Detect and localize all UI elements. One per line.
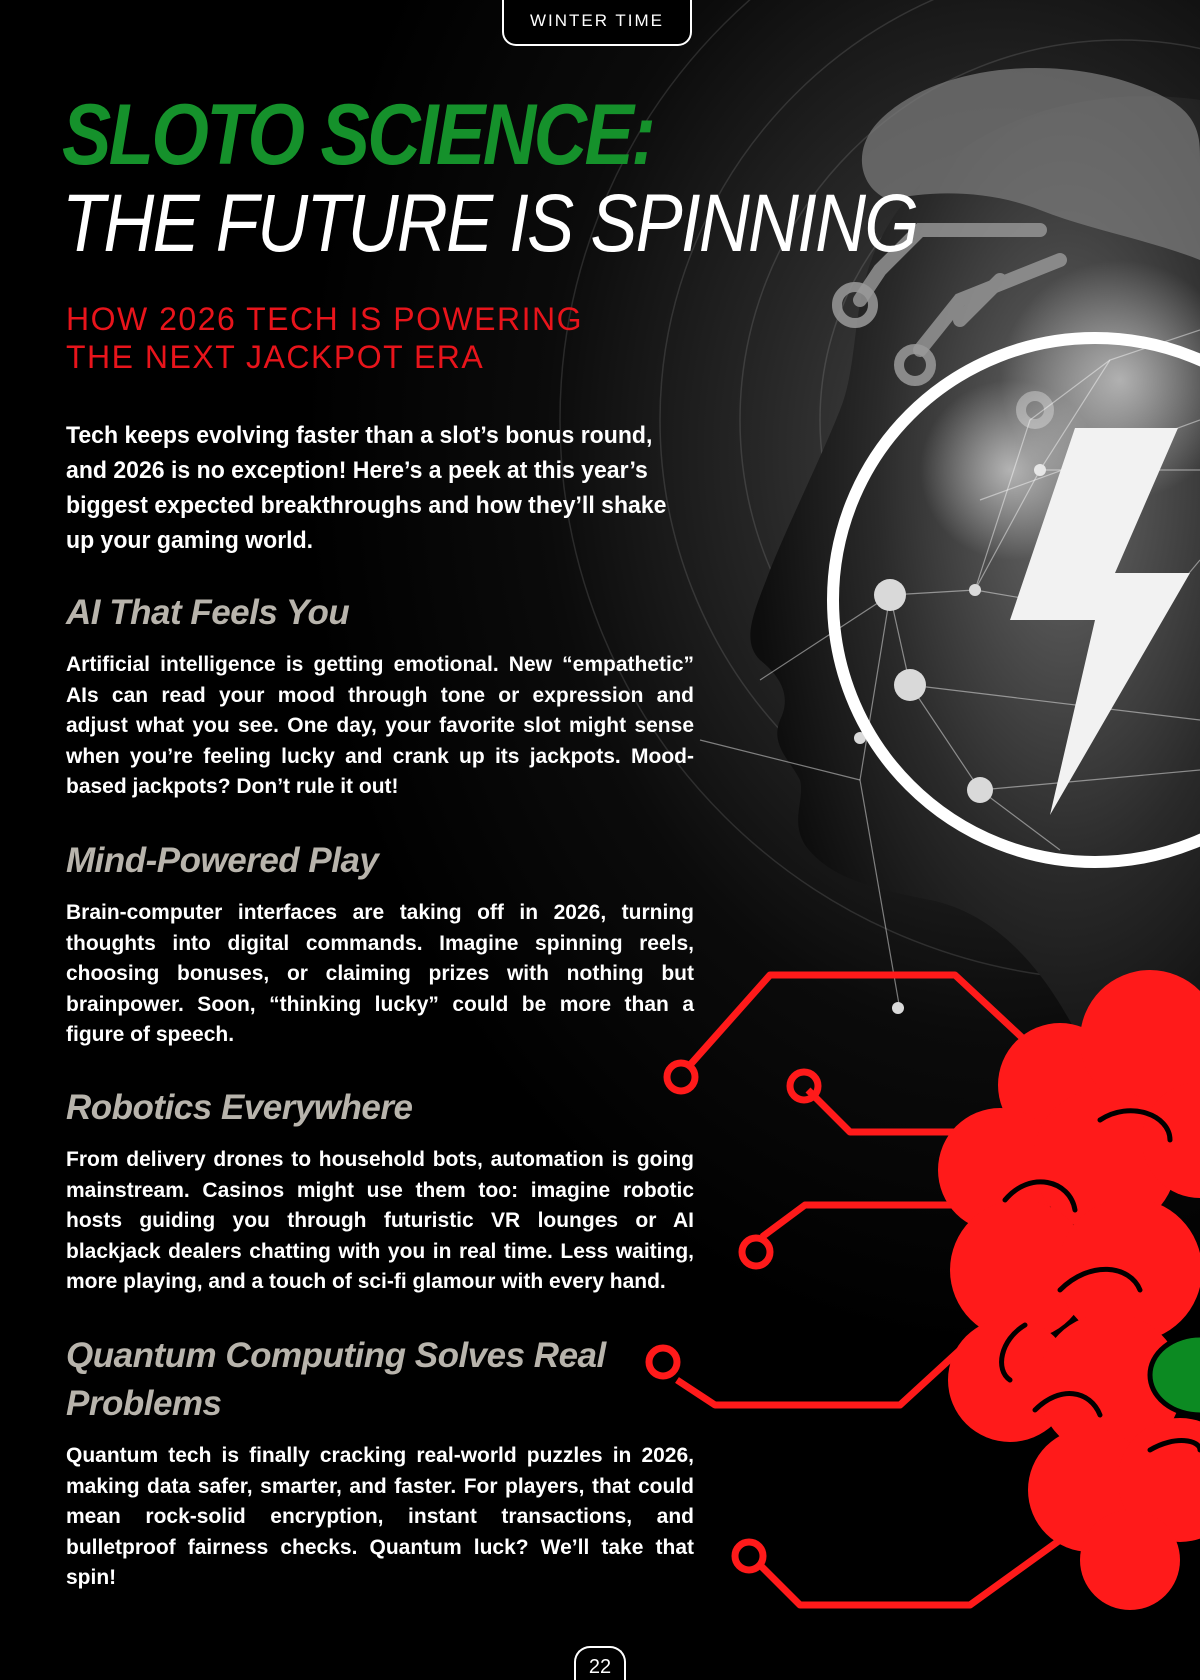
section-heading-robotics: Robotics Everywhere	[66, 1088, 413, 1127]
section-heading-mind: Mind-Powered Play	[66, 841, 379, 880]
subtitle	[66, 300, 666, 376]
section-tag: WINTER TIME	[502, 0, 692, 46]
section-body-robotics: From delivery drones to household bots, automation is going mainstream. Casinos might use them too: imagine robotic hosts guiding you through futuristic VR lounges or AI blackjack dealers chatting with you in real time. Less waiting, more playing, and a touch of sci-fi glamour with every hand.	[66, 1148, 694, 1293]
red-brain	[938, 970, 1200, 1610]
section-body-ai: Artificial intelligence is getting emotional. New “empathetic” AIs can read your mood through tone or expression and adjust what you see. One day, your favorite slot might sense when you’re feeling lucky and crank up its jackpots. Mood-based jackpots? Don’t rule it out!	[66, 653, 694, 798]
title-line-2: THE FUTURE IS SPINNING	[62, 178, 918, 269]
section-body-quantum: Quantum tech is finally cracking real-world puzzles in 2026, making data safer, smarter, and faster. For players, that could mean rock-solid encryption, instant transactions, and bulletproof fairness checks. Quantum luck? We’ll take that spin!	[66, 1444, 694, 1589]
section-body-mind: Brain-computer interfaces are taking off in 2026, turning thoughts into digital commands. Imagine spinning reels, choosing bonuses, or claiming prizes with nothing but brainpower. Soon, “thinking lucky” could be more than a figure of speech.	[66, 901, 694, 1046]
section-heading-ai: AI That Feels You	[66, 593, 350, 632]
title-line-1: SLOTO SCIENCE:	[62, 87, 654, 183]
page-number: 22	[574, 1646, 626, 1680]
intro-paragraph: Tech keeps evolving faster than a slot’s bonus round, and 2026 is no exception! Here’s a peek at this year’s biggest expected breakthroughs and how they’ll shake up your gaming world.	[66, 422, 667, 554]
subtitle-line-1: HOW 2026 TECH IS POWERING	[66, 301, 583, 337]
section-heading-quantum: Quantum Computing Solves Real Problems	[66, 1336, 606, 1423]
subtitle-line-2: THE NEXT JACKPOT ERA	[66, 339, 485, 375]
